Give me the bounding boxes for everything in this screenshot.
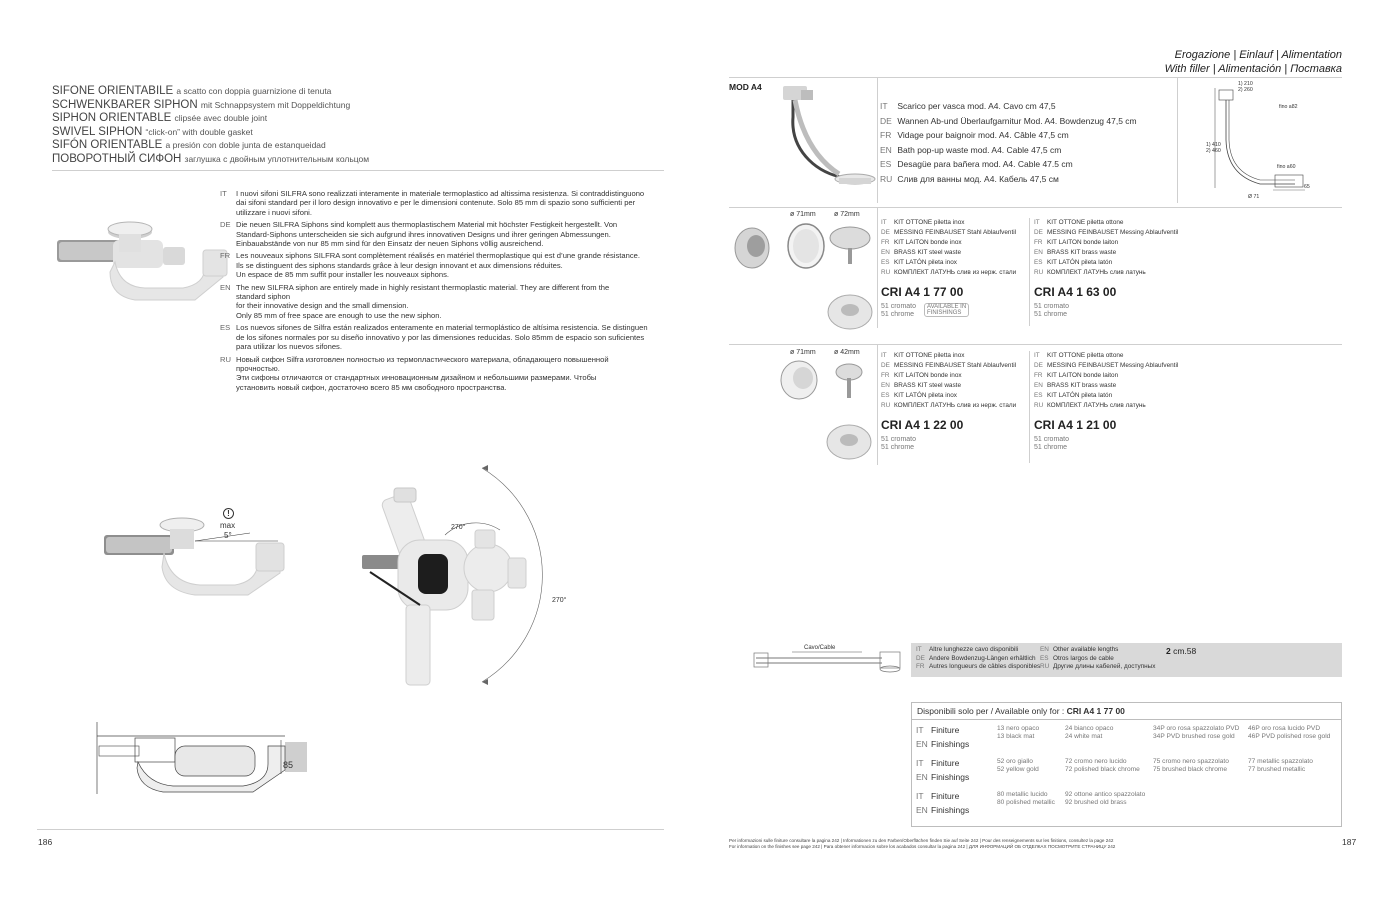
finish-46p: 46P oro rosa lucido PVD 46P PVD polished rose gold (1248, 725, 1331, 740)
description-it: IT I nuovi sifoni SILFRA sono realizzati interamente in materiale termoplastico ad altissima resistenza. Si contraddistinguono dai sifoni standard per il loro design innovativo e per le dimensioni contenute. Solo 85 mm di spazio sono sufficienti per utilizzare i nuovi sifoni. (220, 189, 645, 217)
kit1-col1: IT KIT OTTONE piletta inox DE MESSING FEINBAUSET Stahl Ablaufventil FR KIT LAITON bonde inox EN BRASS KIT steel waste ES KIT LATÓN pileta inox RU КОМПЛЕКТ ЛАТУНЬ слив из нерж. стали CRI A4 1 77 00 51 cromato 51 chrome AVAILABLE IN FINISHINGS (881, 219, 1017, 318)
siphon-rotation-photo (360, 460, 590, 695)
descriptions (220, 189, 665, 395)
waste-technical-drawing (1205, 80, 1315, 200)
cable-col1: IT Altre lunghezze cavo disponibili DE Andere Bowdenzug-Längen erhältlich FR Autres longueurs de câbles disponibles (916, 646, 1041, 671)
kit2-dim-2: ø 42mm (834, 349, 860, 356)
kit1-col2: IT KIT OTTONE piletta ottone DE MESSING FEINBAUSET Messing Ablaufventil FR KIT LAITON bonde laiton EN BRASS KIT brass waste ES KIT LATÓN pileta latón RU КОМПЛЕКТ ЛАТУНЬ слив латунь CRI A4 1 63 00 51 cromato 51 chrome (1034, 219, 1179, 318)
right-page (697, 0, 1394, 901)
model-desc-de: DE Wannen Ab-und Überlaufgarnitur Mod. A4. Bowdenzug 47,5 cm (880, 115, 1137, 126)
drawing-label-5: fino a82 (1279, 104, 1298, 110)
angle-270-top-label: 270° (451, 524, 466, 531)
model-desc-fr: FR Vidage pour baignoir mod. A4. Câble 47,5 cm (880, 130, 1069, 141)
model-divider-left (877, 78, 878, 203)
finishings-row-2-label: IT Finiture EN Finishings (916, 758, 970, 782)
kit2-code-2: CRI A4 1 21 00 (1034, 418, 1117, 432)
page-number-left: 186 (38, 837, 53, 847)
finish-77: 77 metallic spazzolato 77 brushed metallic (1248, 758, 1313, 773)
kit1-code-2: CRI A4 1 63 00 (1034, 285, 1117, 299)
waste-product-photo (775, 82, 880, 192)
model-divider-right (1177, 78, 1178, 203)
left-footer-rule (37, 829, 664, 830)
finish-80: 80 metallic lucido 80 polished metallic (997, 791, 1055, 806)
kit1-divider-mid (1029, 218, 1030, 326)
warning-icon: ! (223, 508, 234, 519)
description-ru: RU Новый сифон Silfra изготовлен полностью из термопластического материала, обладающего повышенной прочностью. Эти сифоны отличаются от стандартных инновационным дизайном и небольшими размерами. Чтобы установить новый сифон, достаточно всего 85 мм свободного пространства. (220, 354, 609, 392)
availability-title-rule (911, 719, 1342, 720)
available-in-finishings-badge: AVAILABLE IN FINISHINGS (924, 303, 969, 317)
kit1-dim-2: ø 72mm (834, 211, 860, 218)
heading-ru: ПОВОРОТНЫЙ СИФОН заглушка с двойным уплотнительным кольцом (52, 152, 370, 165)
max-label: max (220, 521, 236, 530)
section-header (1165, 48, 1342, 76)
finish-13: 13 nero opaco 13 black mat (997, 725, 1040, 740)
drawing-label-4: 2) 460 (1206, 148, 1221, 154)
section-header-line2: With filler | Alimentación | Поставка (1164, 63, 1342, 75)
angle-5-label: 5° (224, 531, 232, 540)
model-desc-es: ES Desagüe para bañera mod. A4. Cable 47.5 cm (880, 159, 1073, 170)
finish-92: 92 ottone antico spazzolato 92 brushed old brass (1065, 791, 1146, 806)
kit2-col1: IT KIT OTTONE piletta inox DE MESSING FEINBAUSET Stahl Ablaufventil FR KIT LAITON bonde inox EN BRASS KIT steel waste ES KIT LATÓN pileta inox RU КОМПЛЕКТ ЛАТУНЬ слив из нерж. стали CRI A4 1 22 00 51 cromato 51 chrome (881, 352, 1017, 451)
kit1-top-rule (729, 207, 1342, 208)
drawing-label-3: 1) 410 (1206, 142, 1221, 148)
section-header-line1: Erogazione | Einlauf | Alimentation (1174, 49, 1342, 61)
finishings-row-3-label: IT Finiture EN Finishings (916, 791, 970, 815)
kit1-dim-1: ø 71mm (790, 211, 816, 218)
drawing-label-7: 65 (1304, 184, 1310, 190)
heading-de: SCHWENKBARER SIPHON mit Schnappsystem mit Doppeldichtung (52, 98, 351, 111)
finish-24: 24 bianco opaco 24 white mat (1065, 725, 1114, 740)
heading-divider (52, 170, 664, 171)
model-top-rule (729, 77, 1342, 78)
heading-fr: SIPHON ORIENTABLE clipsée avec double joint (52, 112, 268, 124)
drawing-label-8: Ø 71 (1248, 194, 1260, 200)
siphon-photo (55, 212, 230, 304)
siphon-section-drawing (93, 722, 309, 794)
cable-label: Cavo/Cable (804, 645, 836, 651)
footnote: Per informazioni sulle finiture consultare la pagina 242 | Informationen zu den Farben/Oberflächen finden Sie auf Seite 242 | Pour des renseignements sur les finitions, consultez la page 242 For information on the finishes see page 242 | Para obtener informacion sobre los acabados consultar la pagina 242 | ДЛЯ ИНФОРМАЦИЙ ОБ ОТДЕЛКАХ ПОСМОТРИТЕ СТРАНИЦУ 242 (729, 838, 1116, 850)
product-headings (52, 85, 369, 166)
page-number-right: 187 (1342, 837, 1357, 847)
description-fr: FR Les nouveaux siphons SILFRA sont complètement réalisés en matériel thermoplastique qui est d’une grande résistance. Ils se distinguent des siphons standards grâce à leur design innovant et aux dimensions réduites. Un espace de 85 mm suffit pour installer les nouveaux siphons. (220, 251, 640, 280)
kit1-parts-photo (730, 222, 875, 332)
kit2-parts-photo (777, 360, 877, 465)
finishings-row-1-label: IT Finiture EN Finishings (916, 725, 970, 749)
model-label: MOD A4 (729, 82, 762, 92)
kit2-col2: IT KIT OTTONE piletta ottone DE MESSING FEINBAUSET Messing Ablaufventil FR KIT LAITON bonde laiton EN BRASS KIT brass waste ES KIT LATÓN pileta latón RU КОМПЛЕКТ ЛАТУНЬ слив латунь CRI A4 1 21 00 51 cromato 51 chrome (1034, 352, 1179, 451)
availability-title: Disponibili solo per / Available only for : CRI A4 1 77 00 (917, 706, 1125, 716)
heading-it: SIFONE ORIENTABILE a scatto con doppia guarnizione di tenuta (52, 85, 332, 97)
finish-52: 52 oro giallo 52 yellow gold (997, 758, 1039, 773)
model-descriptions (880, 99, 1137, 187)
siphon-tilt-photo (100, 505, 290, 600)
model-desc-en: EN Bath pop-up waste mod. A4. Cable 47,5 cm (880, 144, 1062, 155)
cable-length-value: 2 cm.58 (1166, 646, 1197, 656)
finish-75: 75 cromo nero spazzolato 75 brushed black chrome (1153, 758, 1229, 773)
heading-en: SWIVEL SIPHON “click-on” with double gasket (52, 125, 253, 138)
model-desc-ru: RU Слив для ванны мод. A4. Кабель 47,5 см (880, 173, 1059, 184)
dimension-85-label: 85 (283, 760, 294, 770)
angle-270-right-label: 270° (552, 597, 567, 604)
kit2-divider-left (877, 345, 878, 465)
drawing-label-6: fino a60 (1277, 164, 1296, 170)
drawing-label-1: 1) 210 (1238, 81, 1253, 87)
model-desc-it: IT Scarico per vasca mod. A4. Cavo cm 47,5 (880, 101, 1056, 111)
kit1-code-1: CRI A4 1 77 00 (881, 285, 964, 299)
finish-34p: 34P oro rosa spazzolato PVD 34P PVD brushed rose gold (1153, 725, 1240, 740)
description-de: DE Die neuen SILFRA Siphons sind komplett aus thermoplastischem Material mit höchster Festigkeit hergestellt. Von Standard-Siphons unterscheiden sie sich aufgrund ihres innovativen Designs und ihrer geringen Abmessungen. Einbauabstände von nur 85 mm sind für den Einsatz der neuen Siphons völlig ausreichend. (220, 220, 618, 249)
kit2-divider-mid (1029, 351, 1030, 463)
drawing-label-2: 2) 260 (1238, 87, 1253, 93)
kit2-code-1: CRI A4 1 22 00 (881, 418, 964, 432)
finish-72: 72 cromo nero lucido 72 polished black chrome (1065, 758, 1140, 773)
kit1-divider-left (877, 208, 878, 328)
description-en: EN The new SILFRA siphon are entirely made in highly resistant thermoplastic material. They are different from the standard siphon for their innovative design and the small dimension. Only 85 mm of free space are enough to use the new siphon. (220, 282, 610, 320)
description-es: ES Los nuevos sifones de Silfra están realizados enteramente en material termoplástico de altísima resistencia. Se distinguen de los sifones normales por su diseño innovativo y por las dimensiones reducidas. Solo 85mm de espacio son suficientes para utilizar los nuevos sifones. (220, 323, 648, 352)
heading-es: SIFÓN ORIENTABLE a presión con doble junta de estanqueidad (52, 139, 326, 151)
kit2-top-rule (729, 344, 1342, 345)
cable-col2: EN Other available lengths ES Otros largos de cable RU Другие длины кабелей, доступных (1040, 646, 1156, 671)
kit2-dim-1: ø 71mm (790, 349, 816, 356)
